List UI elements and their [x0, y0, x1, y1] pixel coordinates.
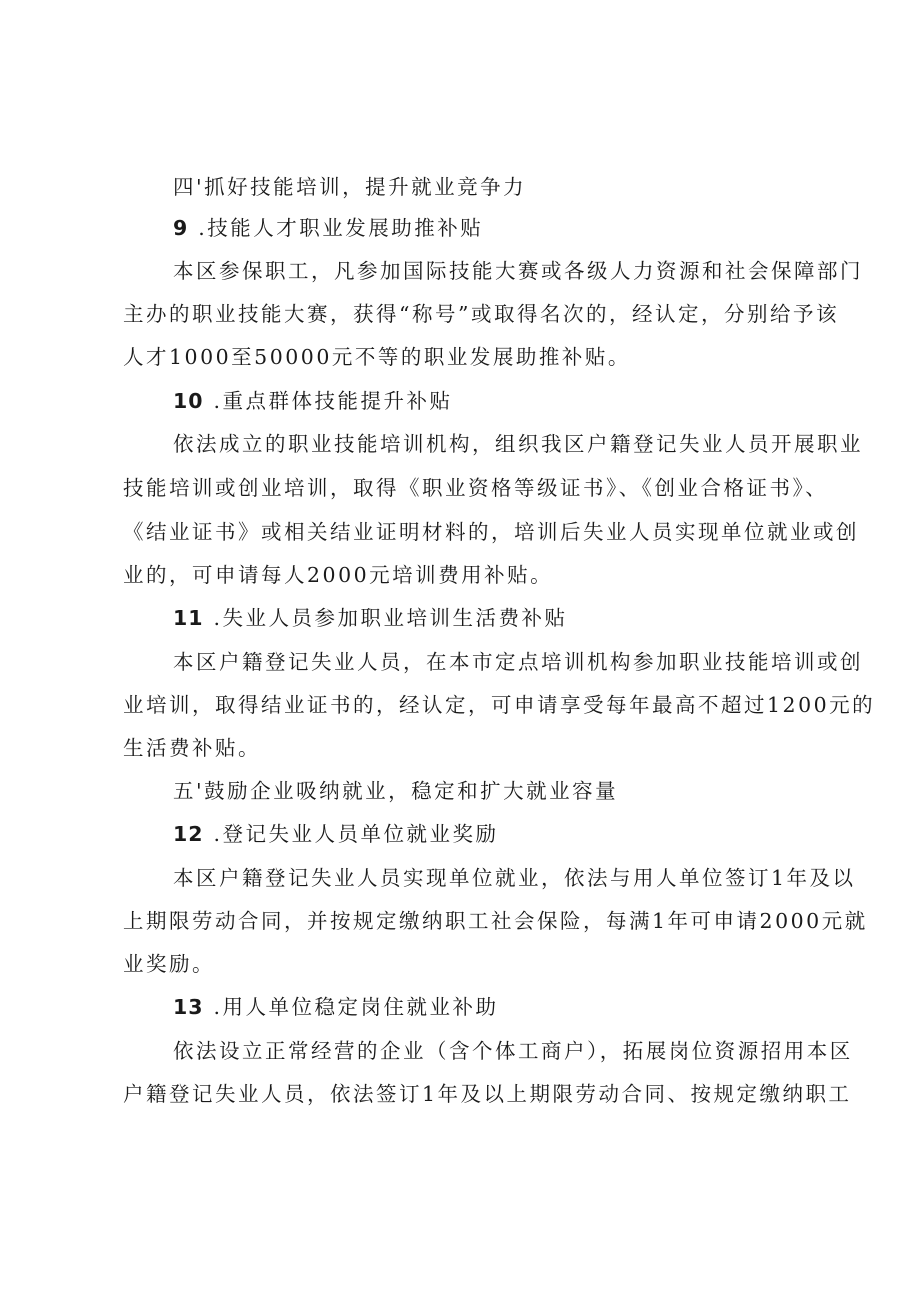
item-9-body-line: 主办的职业技能大赛，获得“称号”或取得名次的，经认定，分别给予该	[123, 302, 839, 326]
item-12-body-line: 本区户籍登记失业人员实现单位就业，依法与用人单位签订1年及以	[173, 866, 856, 890]
item-13-body-line: 依法设立正常经营的企业（含个体工商户），拓展岗位资源招用本区	[173, 1039, 853, 1063]
item-11-title	[0, 603, 920, 633]
item-12-title-text: .登记失业人员单位就业奖励	[213, 822, 499, 846]
item-11-body-line: 生活费补贴。	[123, 736, 261, 760]
item-10-body-line: 业的，可申请每人2000元培训费用补贴。	[123, 563, 554, 587]
item-10-title	[0, 386, 920, 416]
item-11-body-line: 业培训，取得结业证书的，经认定，可申请享受每年最高不超过1200元的	[123, 693, 876, 717]
item-10-title-text: .重点群体技能提升补贴	[213, 389, 453, 413]
item-10-number: 10	[173, 389, 204, 413]
item-13-body-line: 户籍登记失业人员，依法签订1年及以上期限劳动合同、按规定缴纳职工	[123, 1082, 852, 1106]
item-9-title-text: .技能人才职业发展助推补贴	[198, 216, 484, 240]
item-10-body-line: 技能培训或创业培训，取得《职业资格等级证书》、《创业合格证书》、	[123, 476, 829, 500]
item-11-title-text: .失业人员参加职业培训生活费补贴	[213, 606, 568, 630]
item-10-body-line: 依法成立的职业技能培训机构，组织我区户籍登记失业人员开展职业	[173, 432, 863, 456]
item-9-body-line: 人才1000至50000元不等的职业发展助推补贴。	[123, 345, 631, 369]
item-9-body-line: 本区参保职工，凡参加国际技能大赛或各级人力资源和社会保障部门	[173, 259, 863, 283]
item-12-number: 12	[173, 822, 204, 846]
item-11-body-line: 本区户籍登记失业人员，在本市定点培训机构参加职业技能培训或创	[173, 650, 863, 674]
item-13-number: 13	[173, 995, 204, 1019]
item-13-title-text: .用人单位稳定岗住就业补助	[213, 995, 499, 1019]
section-heading-5: 五'鼓励企业吸纳就业，稳定和扩大就业容量	[173, 779, 619, 803]
item-10-body-line: 《结业证书》或相关结业证明材料的，培训后失业人员实现单位就业或创	[123, 520, 859, 544]
item-9-number: 9	[173, 216, 189, 240]
item-12-title	[0, 819, 920, 849]
section-heading-4: 四'抓好技能培训，提升就业竞争力	[173, 175, 527, 199]
item-12-body-line: 业奖励。	[123, 952, 215, 976]
item-12-body-line: 上期限劳动合同，并按规定缴纳职工社会保险，每满1年可申请2000元就	[123, 909, 868, 933]
item-9-title	[0, 213, 920, 243]
item-11-number: 11	[173, 606, 204, 630]
item-13-title	[0, 992, 920, 1022]
